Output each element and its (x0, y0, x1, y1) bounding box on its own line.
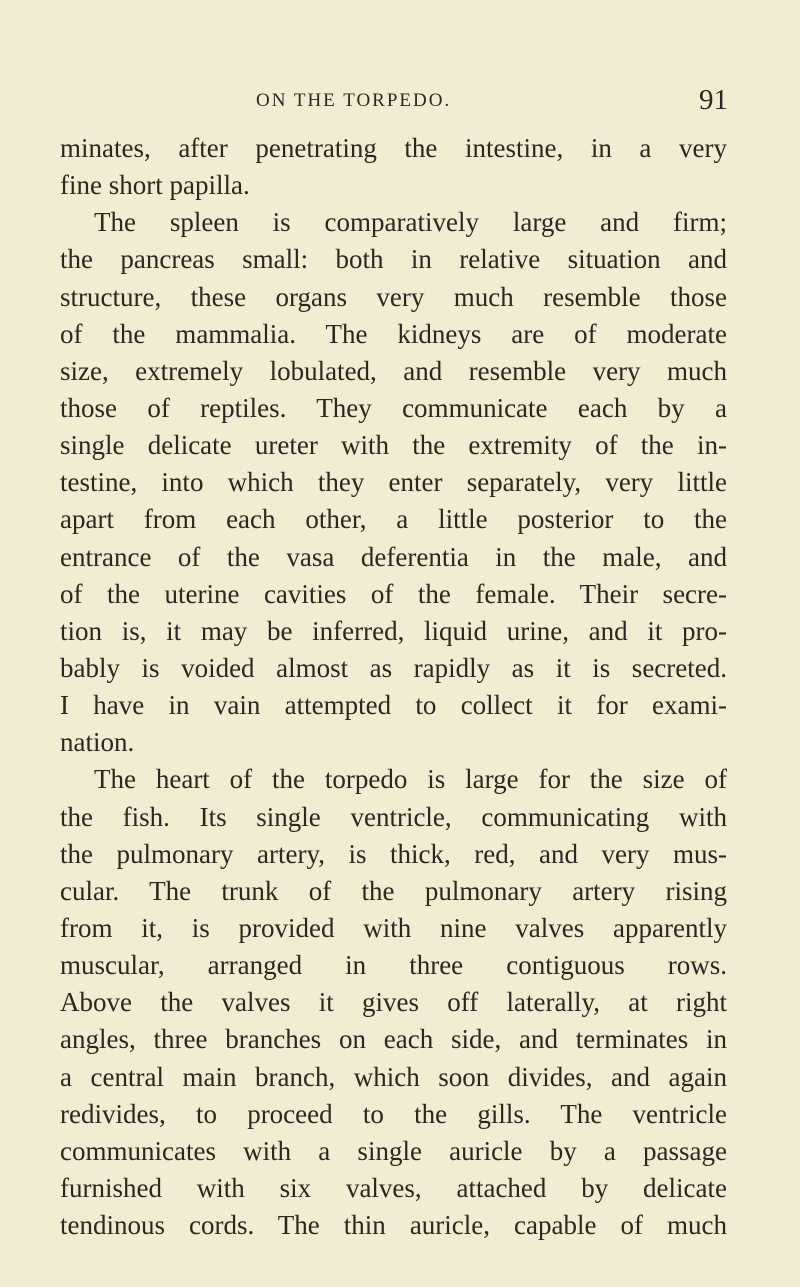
text-line: I have in vain attempted to collect it for exami- (60, 690, 727, 721)
text-line: tion is, it may be inferred, liquid urine, and it pro- (60, 615, 727, 646)
text-line: of the mammalia. The kidneys are of moderate (60, 318, 727, 349)
text-line: furnished with six valves, attached by delicate (60, 1172, 727, 1203)
text-line: redivides, to proceed to the gills. The ventricle (60, 1098, 727, 1129)
text-line: apart from each other, a little posterior to the (60, 504, 727, 535)
text-line: size, extremely lobulated, and resemble very much (60, 355, 727, 386)
text-line: entrance of the vasa deferentia in the male, and (60, 541, 727, 572)
text-line: single delicate ureter with the extremity of the in- (60, 430, 727, 461)
text-line: Above the valves it gives off laterally, at right (60, 987, 727, 1018)
text-line: nation. (60, 727, 135, 758)
text-line: angles, three branches on each side, and terminates in (60, 1024, 727, 1055)
body-text (60, 130, 727, 1244)
text-line: the pulmonary artery, is thick, red, and very mus- (60, 838, 727, 869)
text-line: testine, into which they enter separately, very little (60, 467, 727, 498)
text-line: structure, these organs very much resemble those (60, 281, 727, 312)
text-line: communicates with a single auricle by a passage (60, 1135, 727, 1166)
text-line: cular. The trunk of the pulmonary artery rising (60, 875, 727, 906)
text-line: tendinous cords. The thin auricle, capable of much (60, 1210, 727, 1241)
text-line: fine short papilla. (60, 170, 250, 201)
text-line: the fish. Its single ventricle, communicating with (60, 801, 727, 832)
text-line: those of reptiles. They communicate each by a (60, 392, 727, 423)
text-line: of the uterine cavities of the female. Their secre- (60, 578, 727, 609)
text-line: The heart of the torpedo is large for the size of (94, 764, 727, 795)
text-line: bably is voided almost as rapidly as it is secreted. (60, 652, 727, 683)
text-line: minates, after penetrating the intestine, in a very (60, 133, 727, 163)
text-line: muscular, arranged in three contiguous rows. (60, 950, 727, 981)
text-line: from it, is provided with nine valves apparently (60, 912, 727, 943)
text-line: a central main branch, which soon divides, and again (60, 1061, 727, 1092)
text-line: the pancreas small: both in relative situation and (60, 244, 727, 275)
running-head: ON THE TORPEDO. (256, 90, 452, 111)
page-header (60, 84, 728, 118)
page-number: 91 (699, 84, 728, 116)
text-line: The spleen is comparatively large and firm; (94, 207, 727, 238)
